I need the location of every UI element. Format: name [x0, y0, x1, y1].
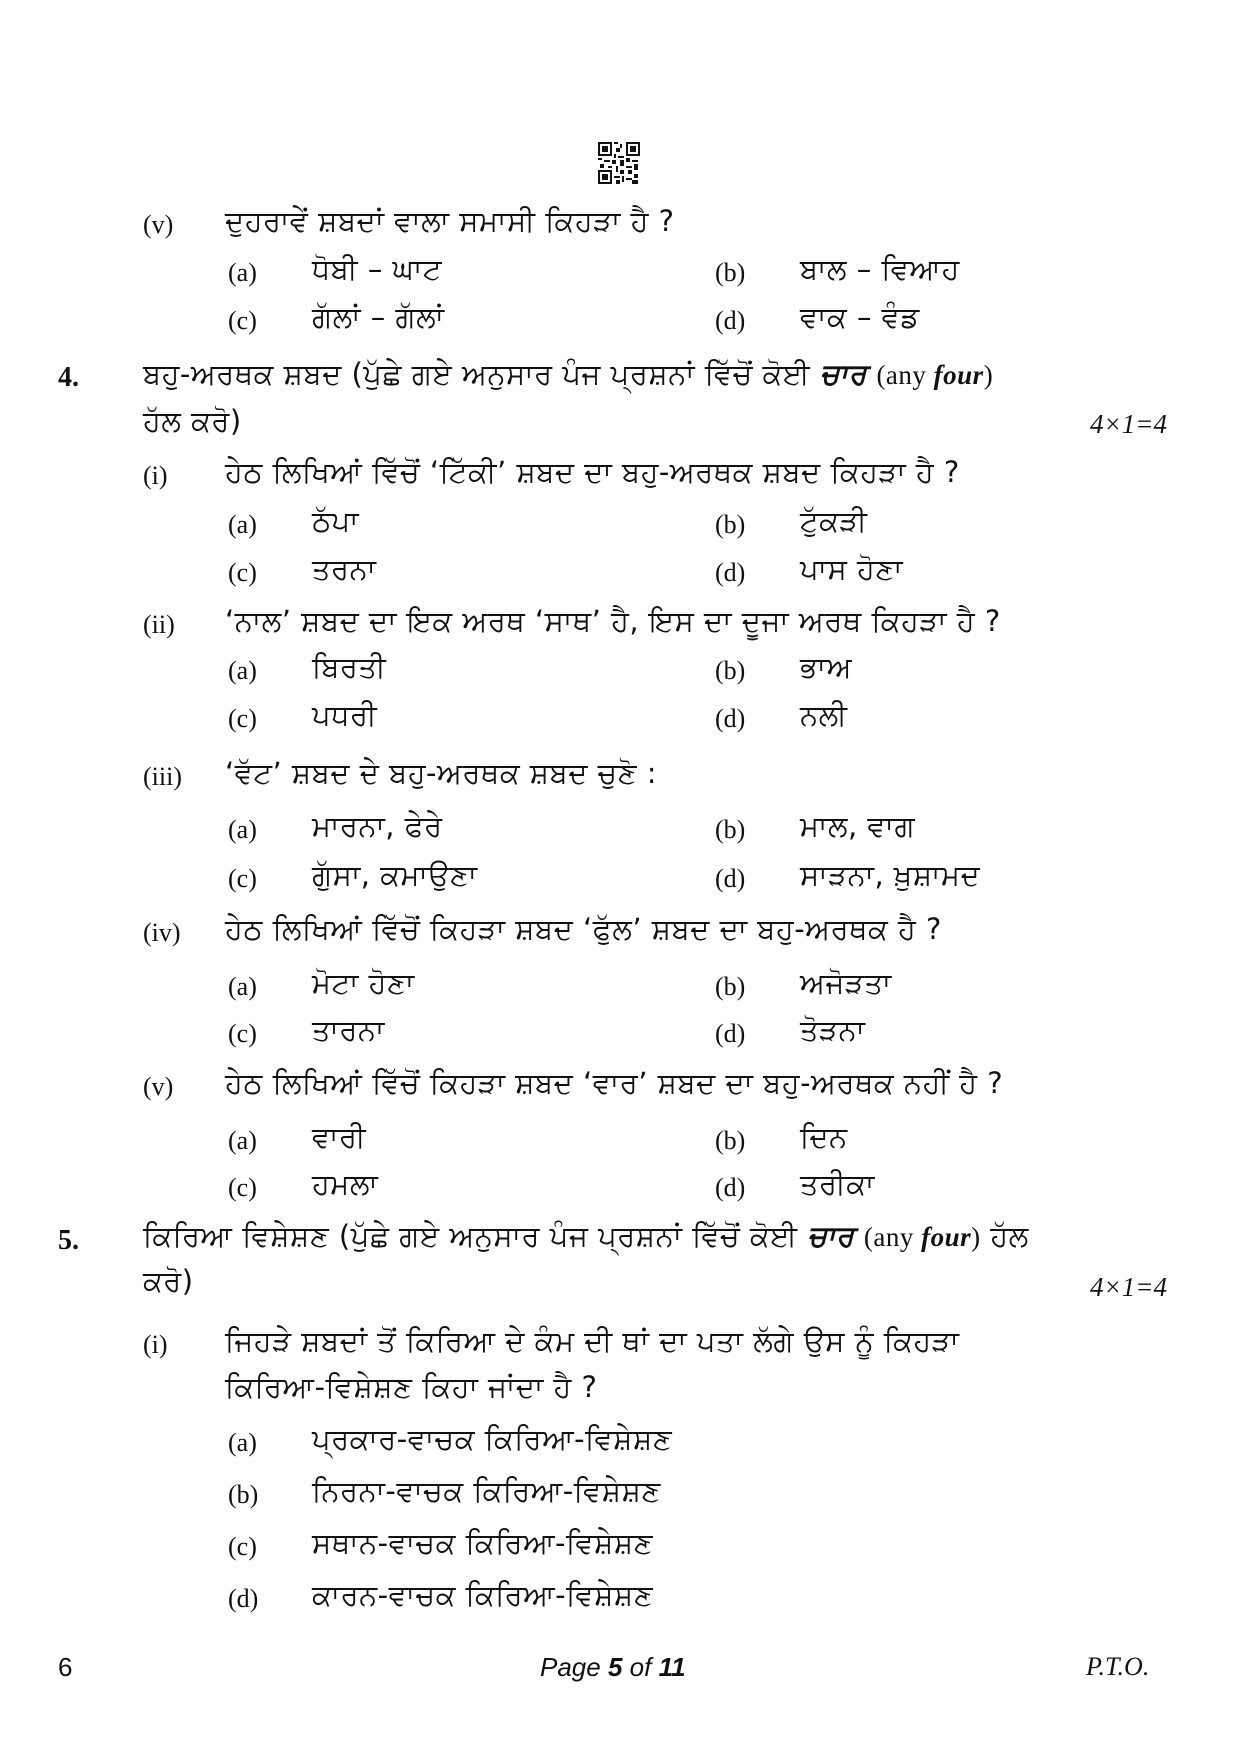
english-close: ) — [971, 1222, 981, 1252]
option-label: (c) — [228, 1532, 257, 1561]
question-number: 5. — [58, 1225, 79, 1256]
option-text: ਮੋਟਾ ਹੋਣਾ — [312, 966, 415, 1000]
option-text: ਤਾਰਨਾ — [312, 1013, 385, 1047]
option-text: ਪਾਸ ਹੋਣਾ — [800, 552, 904, 586]
heading-bold-word: ਚਾਰ — [819, 357, 867, 391]
option-label: (a) — [228, 1428, 257, 1457]
option-text: ਤੋੜਨਾ — [800, 1013, 866, 1047]
option-label: (a) — [228, 656, 257, 685]
page-indicator — [540, 1652, 686, 1683]
question-number: (ii) — [143, 610, 175, 639]
option-text: ਸਾੜਨਾ, ਖ਼ੁਸ਼ਾਮਦ — [800, 858, 981, 892]
option-label: (b) — [715, 972, 746, 1001]
heading-bold-word: ਚਾਰ — [807, 1219, 855, 1253]
heading-text-end: ਹੱਲ — [990, 1219, 1029, 1253]
option-label: (d) — [715, 1019, 746, 1048]
option-text: ਅਜੋੜਤਾ — [800, 966, 892, 1000]
heading-text: ਕਿਰਿਆ ਵਿਸ਼ੇਸ਼ਣ (ਪੁੱਛੇ ਗਏ ਅਨੁਸਾਰ ਪੰਜ ਪ੍ਰਸ਼ਨਾਂ ਵਿੱਚੋਂ ਕੋਈ — [143, 1219, 798, 1253]
option-text: ਬਿਰਤੀ — [312, 650, 387, 684]
heading-english — [876, 360, 993, 390]
option-label: (c) — [228, 864, 257, 893]
option-text: ਨਿਰਨਾ-ਵਾਚਕ ਕਿਰਿਆ-ਵਿਸ਼ੇਸ਼ਣ — [312, 1474, 661, 1508]
heading-english — [864, 1222, 981, 1252]
question-heading-line2: ਕਰੋ) — [143, 1264, 194, 1298]
question-number: 4. — [58, 362, 79, 393]
option-text: ਗੱਲਾਂ – ਗੱਲਾਂ — [312, 300, 445, 334]
marks: 4×1=4 — [1090, 1272, 1167, 1302]
option-text: ਵਾਕ – ਵੰਡ — [800, 300, 920, 334]
option-text: ਤਰਨਾ — [312, 552, 377, 586]
option-label: (a) — [228, 815, 257, 844]
option-text: ਹਮਲਾ — [312, 1167, 379, 1201]
question-heading-line2: ਹੱਲ ਕਰੋ) — [143, 404, 242, 438]
question-text-line2: ਕਿਰਿਆ-ਵਿਸ਼ੇਸ਼ਣ ਕਿਹਾ ਜਾਂਦਾ ਹੈ ? — [225, 1370, 598, 1404]
question-number: (i) — [143, 1330, 168, 1359]
english-bold: four — [933, 360, 984, 390]
question-text: ਹੇਠ ਲਿਖਿਆਂ ਵਿੱਚੋਂ ‘ਟਿੱਕੀ’ ਸ਼ਬਦ ਦਾ ਬਹੁ-ਅਰਥਕ ਸ਼ਬਦ ਕਿਹੜਾ ਹੈ ? — [225, 455, 960, 489]
qr-code-icon — [598, 142, 640, 184]
option-text: ਮਾਲ, ਵਾਗ — [800, 809, 916, 843]
option-label: (c) — [228, 704, 257, 733]
question-number: (iii) — [143, 762, 182, 791]
page-current: 5 — [607, 1652, 623, 1682]
option-label: (b) — [715, 510, 746, 539]
option-text: ਨਲੀ — [800, 698, 848, 732]
option-text: ਦਿਨ — [800, 1120, 848, 1154]
option-label: (a) — [228, 258, 257, 287]
question-text: ਦੁਹਰਾਵੇਂ ਸ਼ਬਦਾਂ ਵਾਲਾ ਸਮਾਸੀ ਕਿਹੜਾ ਹੈ ? — [225, 204, 675, 238]
option-text: ਟੁੱਕੜੀ — [800, 504, 868, 538]
option-label: (d) — [715, 1173, 746, 1202]
option-label: (c) — [228, 1173, 257, 1202]
option-text: ਧੋਬੀ – ਘਾਟ — [312, 252, 442, 286]
page-code: 6 — [58, 1652, 73, 1682]
question-number: (v) — [143, 1072, 174, 1101]
english-close: ) — [983, 360, 994, 390]
option-label: (a) — [228, 972, 257, 1001]
option-label: (d) — [715, 864, 746, 893]
question-text: ਹੇਠ ਲਿਖਿਆਂ ਵਿੱਚੋਂ ਕਿਹੜਾ ਸ਼ਬਦ ‘ਫੁੱਲ’ ਸ਼ਬਦ ਦਾ ਬਹੁ-ਅਰਥਕ ਹੈ ? — [225, 912, 942, 946]
option-label: (c) — [228, 306, 257, 335]
option-text: ਵਾਰੀ — [312, 1120, 367, 1154]
option-label: (b) — [715, 1126, 746, 1155]
page-total: 11 — [658, 1652, 686, 1682]
option-label: (a) — [228, 1126, 257, 1155]
option-text: ਪ੍ਰਕਾਰ-ਵਾਚਕ ਕਿਰਿਆ-ਵਿਸ਼ੇਸ਼ਣ — [312, 1422, 673, 1456]
question-text: ਹੇਠ ਲਿਖਿਆਂ ਵਿੱਚੋਂ ਕਿਹੜਾ ਸ਼ਬਦ ‘ਵਾਰ’ ਸ਼ਬਦ ਦਾ ਬਹੁ-ਅਰਥਕ ਨਹੀਂ ਹੈ ? — [225, 1066, 1004, 1100]
question-text: ‘ਨਾਲ’ ਸ਼ਬਦ ਦਾ ਇਕ ਅਰਥ ‘ਸਾਥ’ ਹੈ, ਇਸ ਦਾ ਦੂਜਾ ਅਰਥ ਕਿਹੜਾ ਹੈ ? — [225, 604, 1001, 638]
pto-label: P.T.O. — [1086, 1652, 1150, 1681]
question-heading — [143, 357, 993, 392]
marks: 4×1=4 — [1090, 409, 1167, 439]
option-label: (d) — [715, 704, 746, 733]
question-text: ਜਿਹੜੇ ਸ਼ਬਦਾਂ ਤੋਂ ਕਿਰਿਆ ਦੇ ਕੰਮ ਦੀ ਥਾਂ ਦਾ ਪਤਾ ਲੱਗੇ ਉਸ ਨੂੰ ਕਿਹੜਾ — [225, 1324, 960, 1358]
question-number: (i) — [143, 461, 168, 490]
option-label: (b) — [228, 1480, 259, 1509]
option-label: (d) — [715, 306, 746, 335]
english-open: (any — [876, 360, 927, 390]
option-label: (b) — [715, 815, 746, 844]
option-label: (a) — [228, 510, 257, 539]
english-open: (any — [863, 1222, 914, 1252]
option-text: ਠੱਪਾ — [312, 504, 360, 538]
option-text: ਬਾਲ – ਵਿਆਹ — [800, 252, 960, 286]
option-label: (d) — [715, 558, 746, 587]
option-text: ਕਾਰਨ-ਵਾਚਕ ਕਿਰਿਆ-ਵਿਸ਼ੇਸ਼ਣ — [312, 1578, 654, 1612]
page-of: of — [629, 1652, 652, 1682]
option-text: ਮਾਰਨਾ, ਫੇਰੇ — [312, 809, 443, 843]
page-word: Page — [540, 1652, 601, 1682]
option-text: ਤਰੀਕਾ — [800, 1167, 875, 1201]
option-label: (c) — [228, 1019, 257, 1048]
option-label: (d) — [228, 1584, 259, 1613]
heading-text: ਬਹੁ-ਅਰਥਕ ਸ਼ਬਦ (ਪੁੱਛੇ ਗਏ ਅਨੁਸਾਰ ਪੰਜ ਪ੍ਰਸ਼ਨਾਂ ਵਿੱਚੋਂ ਕੋਈ — [143, 357, 811, 391]
option-text: ਪਧਰੀ — [312, 698, 378, 732]
question-number: (iv) — [143, 918, 181, 947]
question-heading — [143, 1219, 1029, 1254]
option-label: (c) — [228, 558, 257, 587]
option-text: ਸਥਾਨ-ਵਾਚਕ ਕਿਰਿਆ-ਵਿਸ਼ੇਸ਼ਣ — [312, 1526, 654, 1560]
option-label: (b) — [715, 656, 746, 685]
option-label: (b) — [715, 258, 746, 287]
question-number: (v) — [143, 210, 174, 239]
option-text: ਭਾਅ — [800, 650, 853, 684]
english-bold: four — [921, 1222, 972, 1252]
question-text: ‘ਵੱਟ’ ਸ਼ਬਦ ਦੇ ਬਹੁ-ਅਰਥਕ ਸ਼ਬਦ ਚੁਣੋ : — [225, 756, 658, 790]
option-text: ਗੁੱਸਾ, ਕਮਾਉਣਾ — [312, 858, 478, 892]
